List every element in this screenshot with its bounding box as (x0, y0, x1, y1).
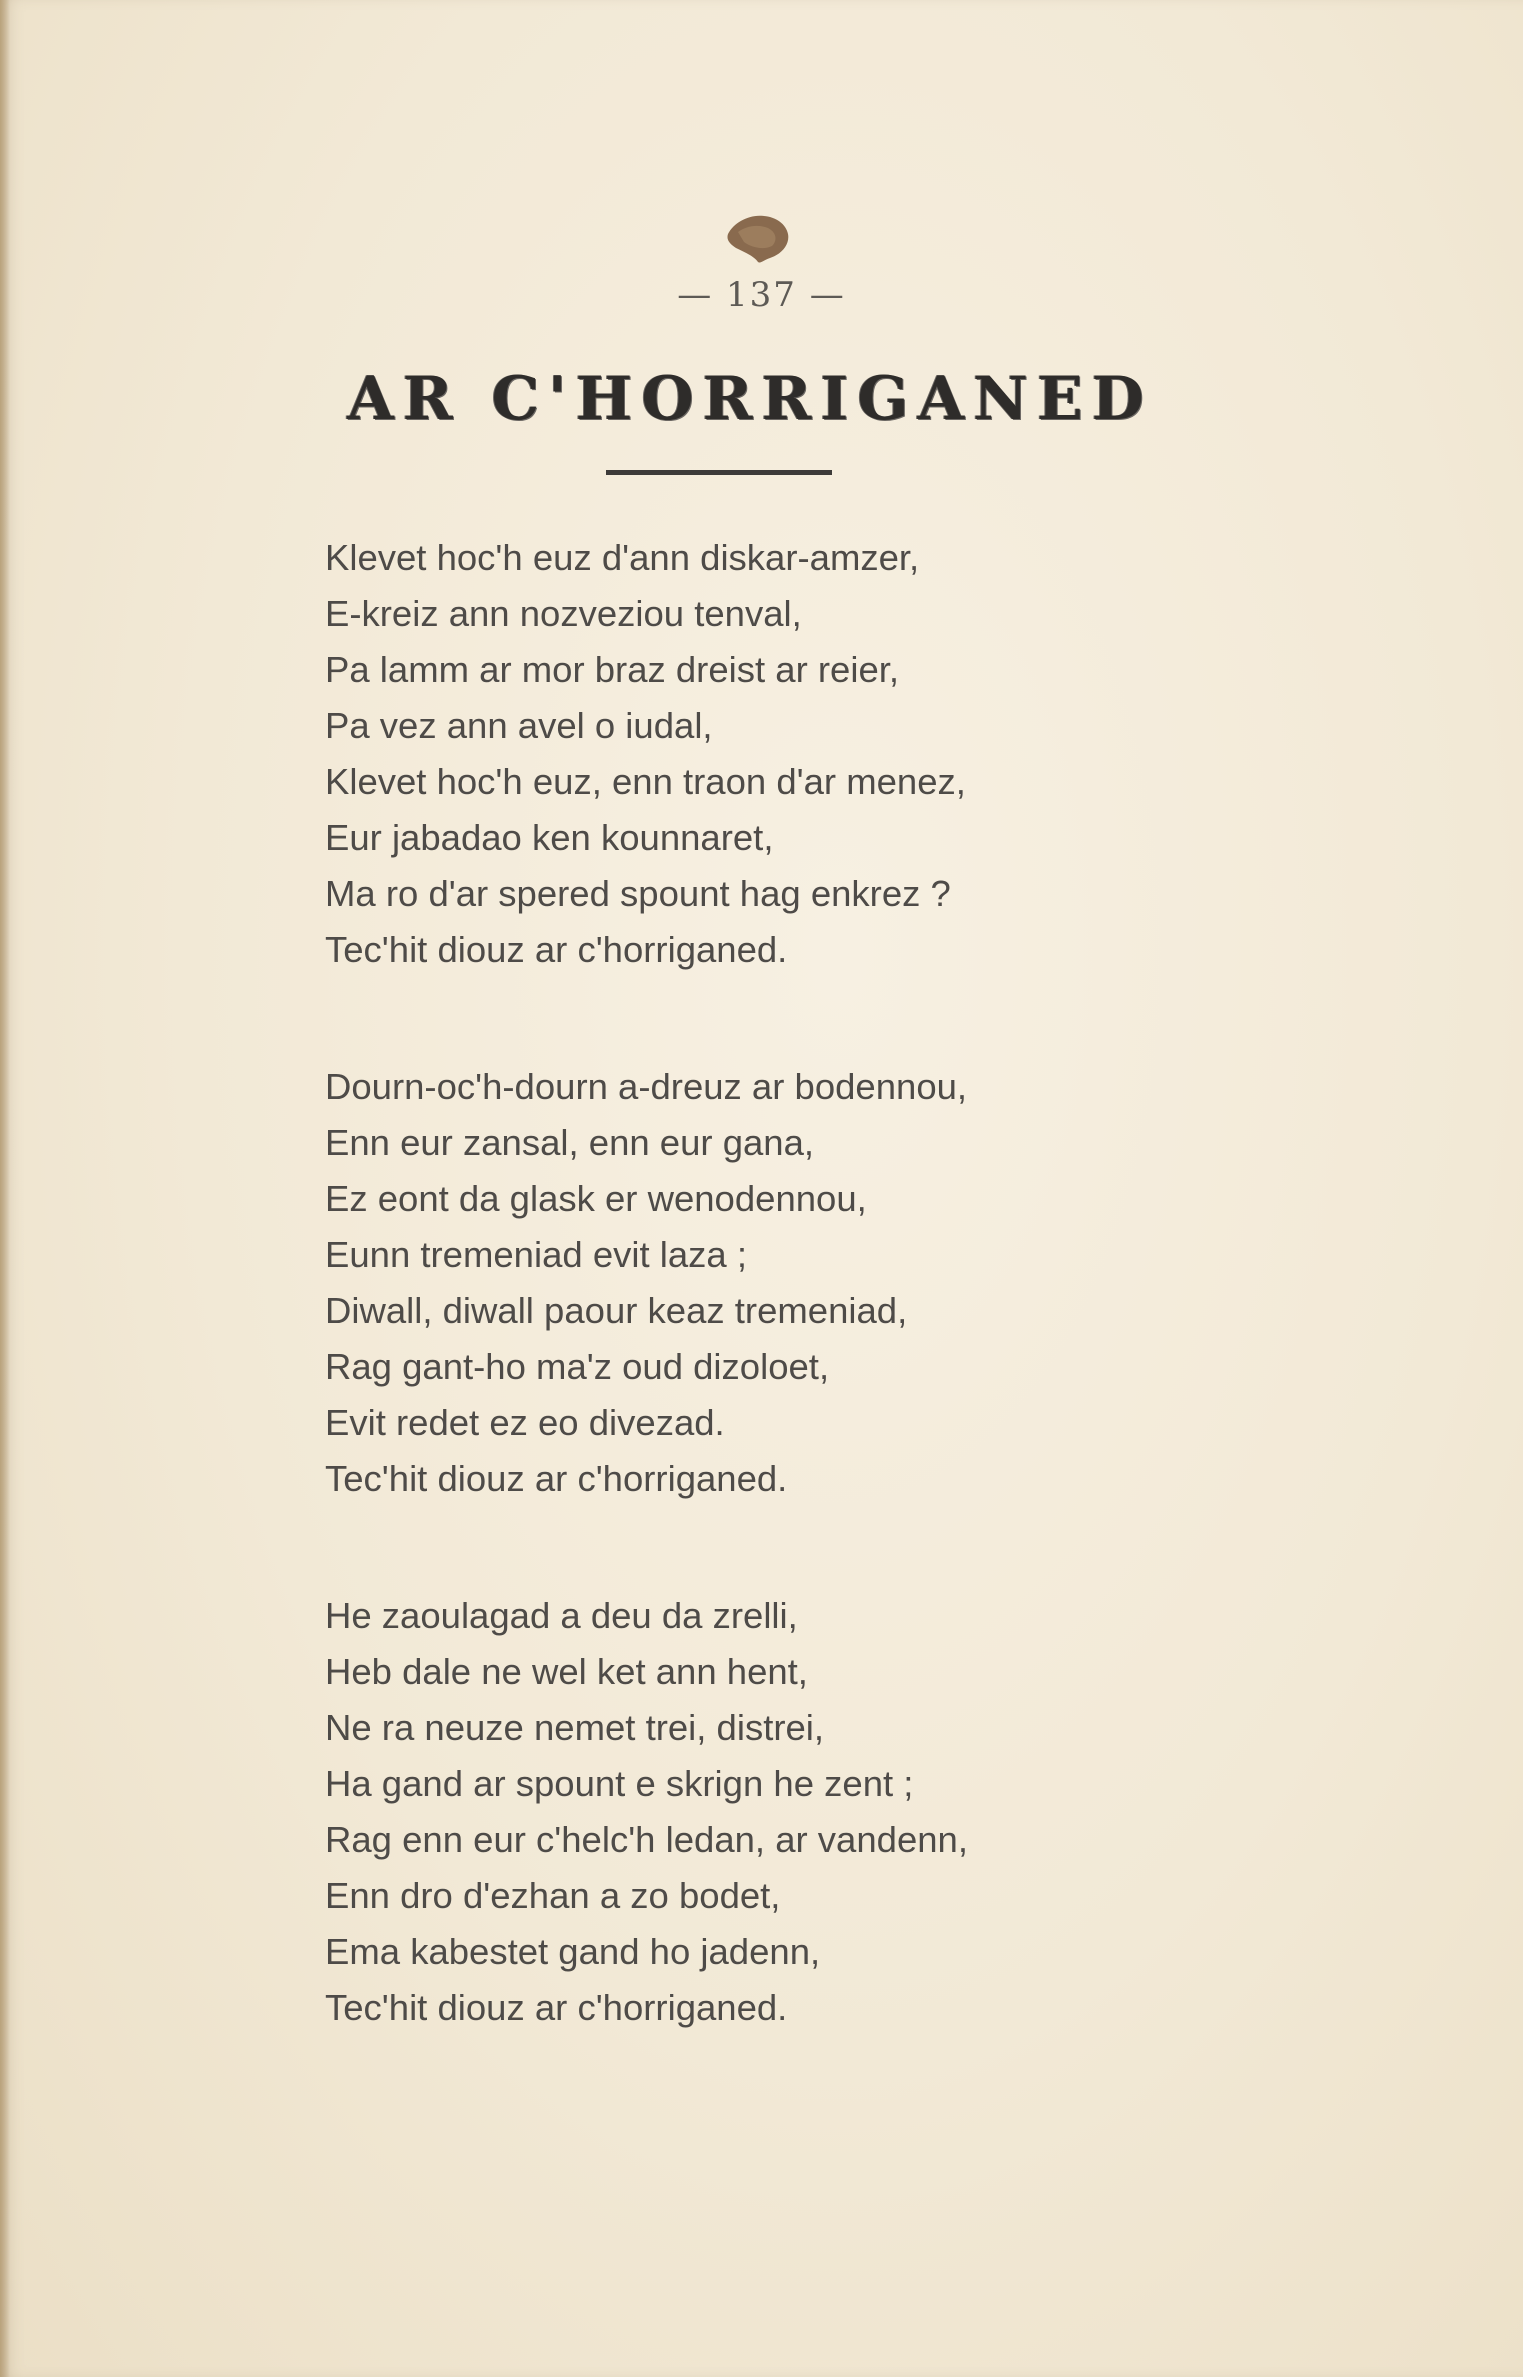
binding-edge (0, 0, 10, 2377)
poem-line: Ez eont da glask er wenodennou, (325, 1178, 867, 1219)
poem-line: Rag gant-ho ma'z oud dizoloet, (325, 1346, 830, 1387)
stanza-3 (325, 1588, 1185, 2036)
title-rule (606, 470, 832, 475)
poem-line: Eur jabadao ken kounnaret, (325, 817, 774, 858)
poem-line: Enn dro d'ezhan a zo bodet, (325, 1875, 781, 1916)
stanza-2 (325, 1059, 1185, 1507)
poem-line: Ma ro d'ar spered spount hag enkrez ? (325, 873, 951, 914)
poem-line: Rag enn eur c'helc'h ledan, ar vandenn, (325, 1819, 968, 1860)
poem-body (325, 530, 1185, 2036)
poem-line: Dourn-oc'h-dourn a-dreuz ar bodennou, (325, 1066, 968, 1107)
poem-line: Ema kabestet gand ho jadenn, (325, 1931, 821, 1972)
poem-title: AR C'HORRIGANED (347, 364, 1153, 434)
ink-stain (724, 204, 796, 266)
poem-line: Pa vez ann avel o iudal, (325, 705, 713, 746)
poem-line: Klevet hoc'h euz, enn traon d'ar menez, (325, 761, 966, 802)
poem-refrain: Tec'hit diouz ar c'horriganed. (325, 929, 788, 970)
poem-line: Eunn tremeniad evit laza ; (325, 1234, 748, 1275)
page-number: — 137 — (677, 275, 846, 315)
poem-line: Klevet hoc'h euz d'ann diskar-amzer, (325, 537, 920, 578)
poem-line: E-kreiz ann nozveziou tenval, (325, 593, 802, 634)
poem-line: Enn eur zansal, enn eur gana, (325, 1122, 815, 1163)
poem-refrain: Tec'hit diouz ar c'horriganed. (325, 1987, 788, 2028)
poem-line: Diwall, diwall paour keaz tremeniad, (325, 1290, 908, 1331)
poem-line: Ha gand ar spount e skrign he zent ; (325, 1763, 914, 1804)
poem-line: Ne ra neuze nemet trei, distrei, (325, 1707, 825, 1748)
poem-line: Evit redet ez eo divezad. (325, 1402, 725, 1443)
poem-refrain: Tec'hit diouz ar c'horriganed. (325, 1458, 788, 1499)
poem-line: Heb dale ne wel ket ann hent, (325, 1651, 808, 1692)
poem-line: He zaoulagad a deu da zrelli, (325, 1595, 798, 1636)
stanza-1 (325, 530, 1185, 978)
poem-line: Pa lamm ar mor braz dreist ar reier, (325, 649, 900, 690)
